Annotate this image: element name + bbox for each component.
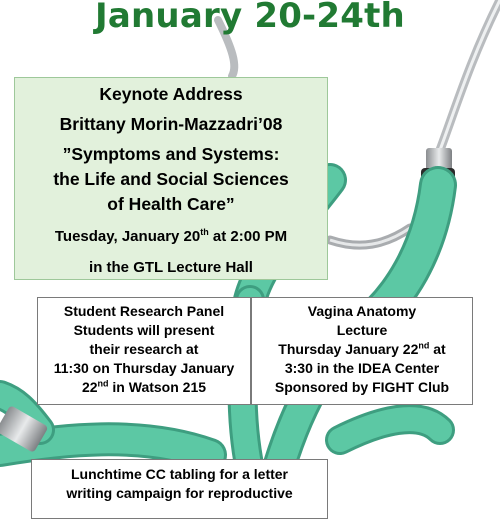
anatomy-lecture-line: Vagina Anatomy	[307, 303, 417, 319]
keynote-heading: Keynote Address	[99, 84, 243, 104]
research-panel-line: 22nd in Watson 215	[81, 378, 207, 395]
lunchtime-line: writing campaign for reproductive	[66, 485, 293, 501]
research-panel-line: their research at	[89, 341, 199, 357]
keynote-talk-title-2: the Life and Social Sciences	[53, 169, 289, 189]
research-panel-line: Students will present	[73, 322, 215, 338]
anatomy-lecture-line: Thursday January 22nd at	[278, 340, 446, 357]
lunchtime-line: Lunchtime CC tabling for a letter	[70, 466, 288, 482]
keynote-box	[14, 77, 328, 280]
research-panel-box	[37, 297, 251, 405]
anatomy-lecture-line: Lecture	[336, 322, 388, 338]
research-panel-line: 11:30 on Thursday January	[53, 360, 235, 376]
keynote-speaker: Brittany Morin-Mazzadri’08	[59, 114, 283, 134]
anatomy-lecture-box	[251, 297, 473, 405]
event-dates-title: January 20-24th	[95, 0, 405, 36]
keynote-talk-title-1: ”Symptoms and Systems:	[62, 144, 280, 164]
keynote-date: Tuesday, January 20th at 2:00 PM	[54, 227, 288, 245]
anatomy-lecture-line: Sponsored by FIGHT Club	[274, 379, 450, 395]
keynote-location: in the GTL Lecture Hall	[89, 259, 253, 276]
lunchtime-tabling-box	[31, 459, 328, 519]
research-panel-line: Student Research Panel	[63, 303, 225, 319]
anatomy-lecture-line: 3:30 in the IDEA Center	[284, 360, 440, 376]
keynote-talk-title-3: of Health Care”	[107, 194, 235, 214]
